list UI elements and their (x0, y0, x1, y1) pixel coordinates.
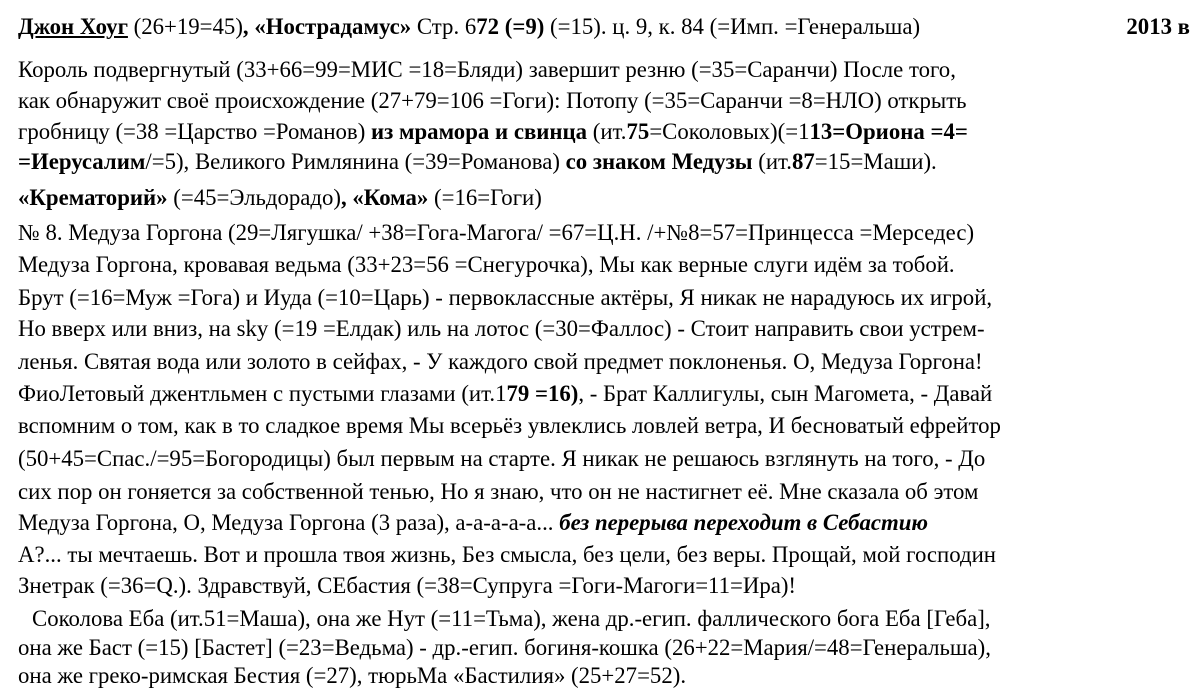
song-line: Медуза Горгона, кровавая ведьма (33+23=56 =Снегурочка), Мы как верные слуги идём за тобой. (18, 252, 955, 277)
text-line: как обнаружит своё происхождение (27+79=106 =Гоги): Потопу (=35=Саранчи =8=НЛО) открыть (18, 88, 967, 113)
song-line: А?... ты мечтаешь. Вот и прошла твоя жизнь, Без смысла, без цели, без веры. Прощай, мой господин (18, 542, 996, 567)
text-line: =Иерусалим/=5), Великого Римлянина (=39=Романова) со знаком Медузы (ит.87=15=Маши). (18, 149, 937, 174)
author-name: Джон Хоуг (18, 14, 128, 39)
italic-remark: без перерыва переходит в Себастию (559, 510, 929, 535)
year-note: 2013 в (1126, 14, 1190, 39)
song-line: ФиоЛетовый джентльмен с пустыми глазами (ит.179 =16), - Брат Каллигулы, сын Магомета, - Давай (18, 381, 993, 406)
song-line: Но вверх или вниз, на sky (=19 =Елдак) иль на лотос (=30=Фаллос) - Стоит направить свои устрем- (18, 316, 985, 341)
note-line: Соколова Еба (ит.51=Маша), она же Нут (=11=Тьма), жена др.-егип. фаллического бога Еба [Геба], (32, 606, 991, 631)
song-line: Медуза Горгона, О, Медуза Горгона (3 раза), а-а-а-а-а... без перерыва переходит в Себастию (18, 510, 929, 535)
text-line: Король подвергнутый (33+66=99=МИС =18=Бляди) завершит резню (=35=Саранчи) После того, (18, 57, 956, 82)
song-line: ленья. Святая вода или золото в сейфах, - У каждого свой предмет поклоненья. О, Медуза Горгона! (18, 349, 983, 374)
song-heading: № 8. Медуза Горгона (29=Лягушка/ +38=Гога-Магога/ =67=Ц.Н. /+№8=57=Принцесса =Мерседес) (18, 220, 975, 245)
note-line: она же греко-римская Бестия (=27), тюрьМа «Бастилия» (25+27=52). (18, 663, 687, 688)
section-title-line: «Крематорий» (=45=Эльдорадо), «Кома» (=16=Гоги) (18, 185, 542, 210)
section-title: «Крематорий» (18, 185, 168, 210)
book-title: «Нострадамус» (254, 14, 412, 39)
song-line: сих пор он гоняется за собственной тенью, Но я знаю, что он не настигнет её. Мне сказала об этом (18, 479, 979, 504)
source-header: Джон Хоуг (26+19=45), «Нострадамус» Стр. 672 (=9) (=15). ц. 9, к. 84 (=Имп. =Генеральша) (18, 14, 921, 39)
note-line: она же Баст (=15) [Бастет] (=23=Ведьма) - др.-егип. богиня-кошка (26+22=Мария/=48=Генеральша), (18, 635, 991, 660)
song-line: вспомним о том, как в то сладкое время Мы всерьёз увлеклись ловлей ветра, И бесноватый ефрейтор (18, 413, 1001, 438)
song-line: Брут (=16=Муж =Гога) и Иуда (=10=Царь) - первоклассные актёры, Я никак не нарадуюсь их игрой, (18, 285, 993, 310)
song-line: Знетрак (=36=Q.). Здравствуй, СЕбастия (=38=Супруга =Гоги-Магоги=11=Ира)! (18, 573, 797, 598)
song-line: (50+45=Спас./=95=Богородицы) был первым на старте. Я никак не решаюсь взглянуть на того, - До (18, 446, 986, 471)
text-line: гробницу (=38 =Царство =Романов) из мрамора и свинца (ит.75=Соколовых)(=113=Ориона =4= (18, 119, 968, 144)
